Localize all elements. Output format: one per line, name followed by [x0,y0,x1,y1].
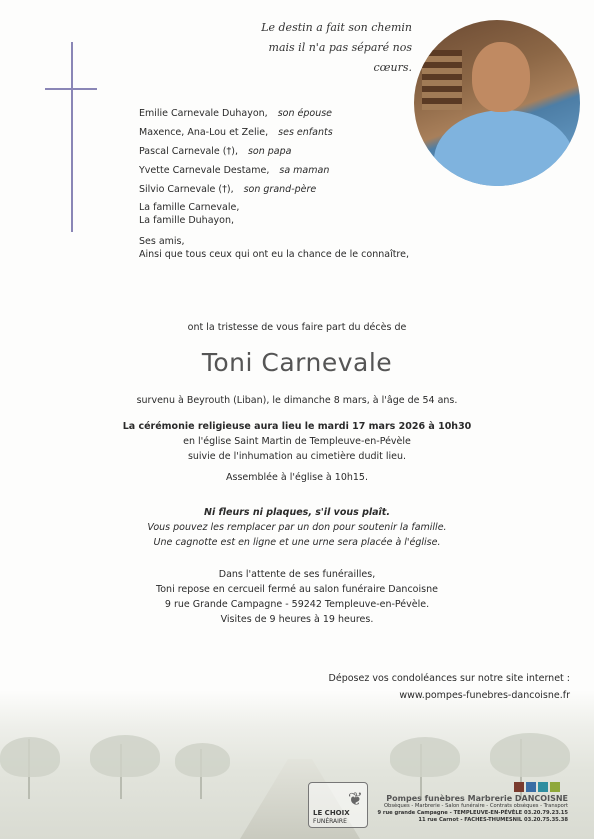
visitation-line: Dans l'attente de ses funérailles, [218,569,376,580]
quote-line-1: Le destin a fait son chemin [261,21,412,34]
funeral-home-info [377,794,568,824]
family-group-line: La famille Duhayon, [139,215,234,226]
deceased-name: Toni Carnevale [201,348,393,377]
family-group-line: La famille Carnevale, [139,202,240,213]
company-address-2: 11 rue Carnot - FACHES-THUMESNIL 03.20.75.35.38 [418,817,568,823]
announcement-line: ont la tristesse de vous faire part du décès de [187,322,407,333]
family-row: Silvio Carnevale (†), son grand-père [139,184,317,195]
flowers-request: Ni fleurs ni plaques, s'il vous plaît. [204,507,390,518]
ceremony-burial: suivie de l'inhumation au cimetière dudit lieu. [187,451,407,462]
logo-line-1: LE CHOIX [313,809,350,817]
family-row: Yvette Carnevale Destame, sa maman [139,165,330,176]
visitation-block [0,567,594,627]
quote-line-2: mais il n'a pas séparé nos cœurs. [268,41,412,74]
flowers-block [0,505,594,550]
logo-line-2: FUNÉRAIRE [313,818,347,825]
condolences-block [329,670,570,704]
company-services: Obsèques - Marbrerie - Salon funéraire - Contrats obsèques - Transport [383,803,568,809]
family-row: Pascal Carnevale (†), son papa [139,146,292,157]
company-name: Pompes funèbres Marbrerie DANCOISNE [386,794,568,803]
epitaph-quote [232,18,412,78]
donation-line: Vous pouvez les remplacer par un don pour soutenir la famille. [147,522,447,533]
company-address-1: 9 rue grande Campagne - TEMPLEUVE-EN-PÉVÈLE 03.20.79.23.15 [377,810,568,816]
ceremony-date: La cérémonie religieuse aura lieu le mardi 17 mars 2026 à 10h30 [122,421,472,432]
fundraiser-line: Une cagnotte est en ligne et une urne sera placée à l'église. [153,537,441,548]
assembly-time: Assemblée à l'église à 10h15. [226,472,368,483]
condolences-link[interactable]: www.pompes-funebres-dancoisne.fr [399,690,570,701]
visitation-line: Toni repose en cercueil fermé au salon funéraire Dancoisne [156,584,438,595]
family-list [139,104,409,261]
ceremony-block [0,419,594,464]
le-choix-funeraire-logo [308,782,368,828]
dove-icon: ❦ [347,789,363,810]
family-row: Emilie Carnevale Duhayon, son épouse [139,108,333,119]
family-row: Maxence, Ana-Lou et Zelie, ses enfants [139,127,333,138]
friends-line: Ainsi que tous ceux qui ont eu la chance de le connaître, [139,249,409,260]
deceased-portrait-photo [414,20,580,186]
brand-color-squares [514,782,560,792]
friends-line: Ses amis, [139,236,185,247]
death-info: survenu à Beyrouth (Liban), le dimanche 8 mars, à l'âge de 54 ans. [136,395,458,406]
visitation-address: 9 rue Grande Campagne - 59242 Templeuve-en-Pévèle. [164,599,430,610]
ceremony-church: en l'église Saint Martin de Templeuve-en-Pévèle [183,436,411,447]
condolences-text: Déposez vos condoléances sur notre site internet : [328,673,570,684]
visitation-hours: Visites de 9 heures à 19 heures. [220,614,374,625]
